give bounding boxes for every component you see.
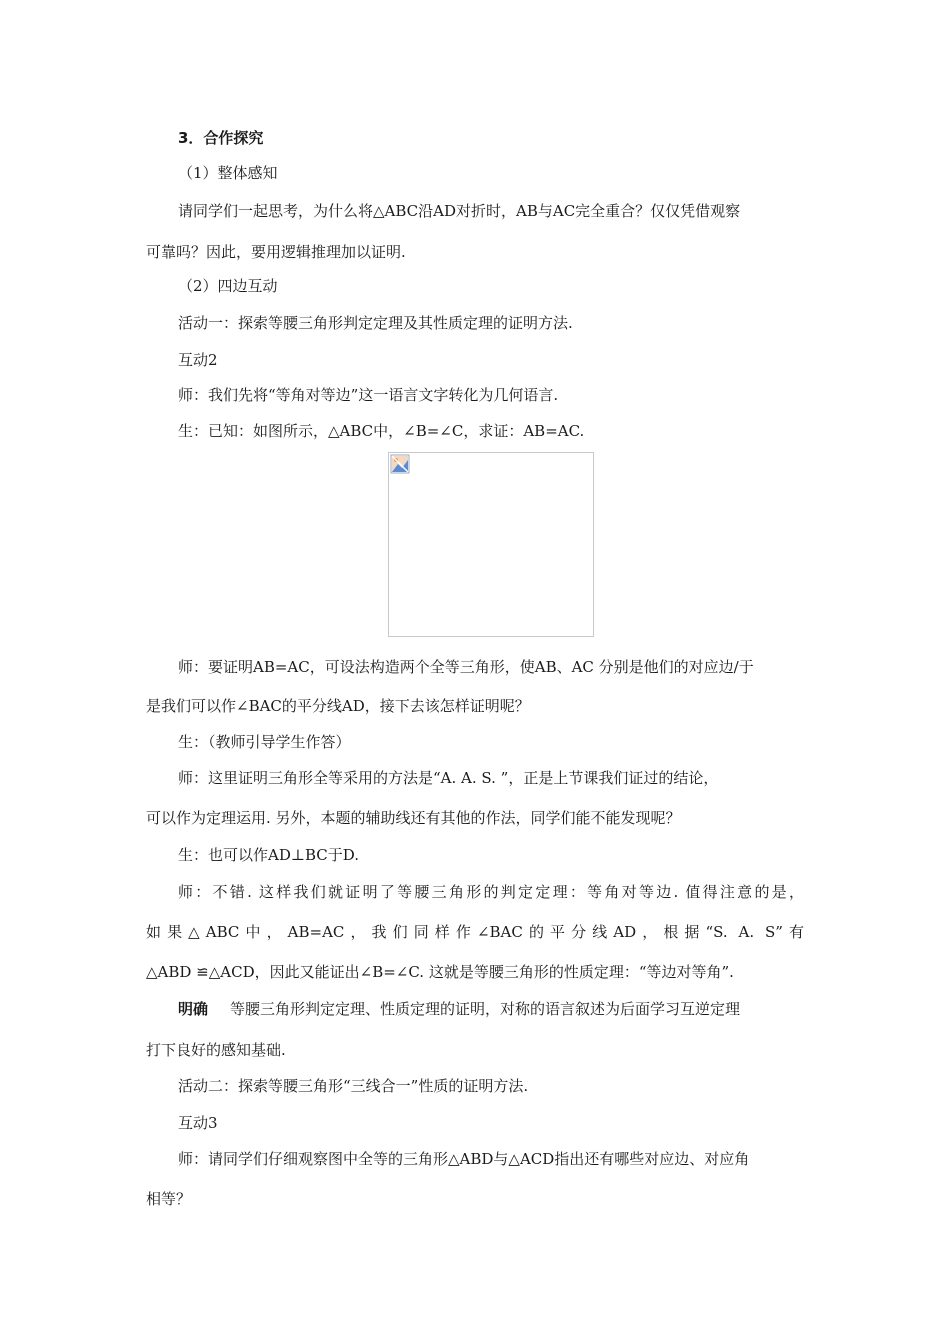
teacher-line-2b: 是我们可以作∠BAC的平分线AD，接下去该怎样证明呢？ bbox=[146, 697, 530, 715]
teacher-line-4a: 师：不错. 这样我们就证明了等腰三角形的判定定理：等角对等边. 值得注意的是， bbox=[178, 883, 804, 901]
teacher-line-3a: 师：这里证明三角形全等采用的方法是“A. A. S. ”，正是上节课我们证过的结论， bbox=[178, 769, 719, 787]
student-line-3: 生：也可以作AD⊥BC于D. bbox=[178, 846, 360, 864]
teacher-line-3b: 可以作为定理运用. 另外，本题的辅助线还有其他的作法，同学们能不能发现呢？ bbox=[146, 809, 681, 827]
teacher-line-5b: 相等？ bbox=[146, 1190, 192, 1208]
teacher-line-2a: 师：要证明AB=AC，可设法构造两个全等三角形，使AB、AC 分别是他们的对应边/于 bbox=[178, 658, 754, 676]
clarify-line-2: 打下良好的感知基础. bbox=[146, 1041, 286, 1059]
teacher-line-5a: 师：请同学们仔细观察图中全等的三角形△ABD与△ACD指出还有哪些对应边、对应角 bbox=[178, 1150, 750, 1168]
clarify-label: 明确 bbox=[178, 1000, 209, 1018]
clarify-line-1: 等腰三角形判定定理、性质定理的证明，对称的语言叙述为后面学习互逆定理 bbox=[230, 1000, 741, 1018]
student-line-2: 生：（教师引导学生作答） bbox=[178, 733, 351, 751]
activity-2: 活动二：探索等腰三角形“三线合一”性质的证明方法. bbox=[178, 1077, 529, 1095]
interact-3-label: 互动3 bbox=[178, 1114, 218, 1132]
teacher-line-1: 师：我们先将“等角对等边”这一语言文字转化为几何语言. bbox=[178, 386, 559, 404]
subsection-overall: （1）整体感知 bbox=[178, 164, 278, 182]
activity-1: 活动一：探索等腰三角形判定定理及其性质定理的证明方法. bbox=[178, 314, 573, 332]
paragraph-1-line-2: 可靠吗？因此，要用逻辑推理加以证明. bbox=[146, 243, 406, 261]
broken-image-icon bbox=[390, 454, 410, 474]
subsection-interaction: （2）四边互动 bbox=[178, 277, 278, 295]
figure-placeholder bbox=[388, 452, 594, 637]
teacher-line-4c: △ABD ≌△ACD，因此又能证出∠B=∠C. 这就是等腰三角形的性质定理：“等边对等角”. bbox=[146, 963, 734, 981]
student-line-1: 生：已知：如图所示，△ABC中，∠B=∠C，求证：AB=AC. bbox=[178, 422, 585, 440]
section-heading: 3．合作探究 bbox=[178, 129, 264, 147]
paragraph-1-line-1: 请同学们一起思考，为什么将△ABC沿AD对折时，AB与AC完全重合？仅仅凭借观察 bbox=[178, 202, 741, 220]
interact-2-label: 互动2 bbox=[178, 351, 218, 369]
teacher-line-4b: 如果△ABC中，AB=AC，我们同样作∠BAC的平分线AD，根据“S. A. S”有 bbox=[146, 923, 804, 941]
